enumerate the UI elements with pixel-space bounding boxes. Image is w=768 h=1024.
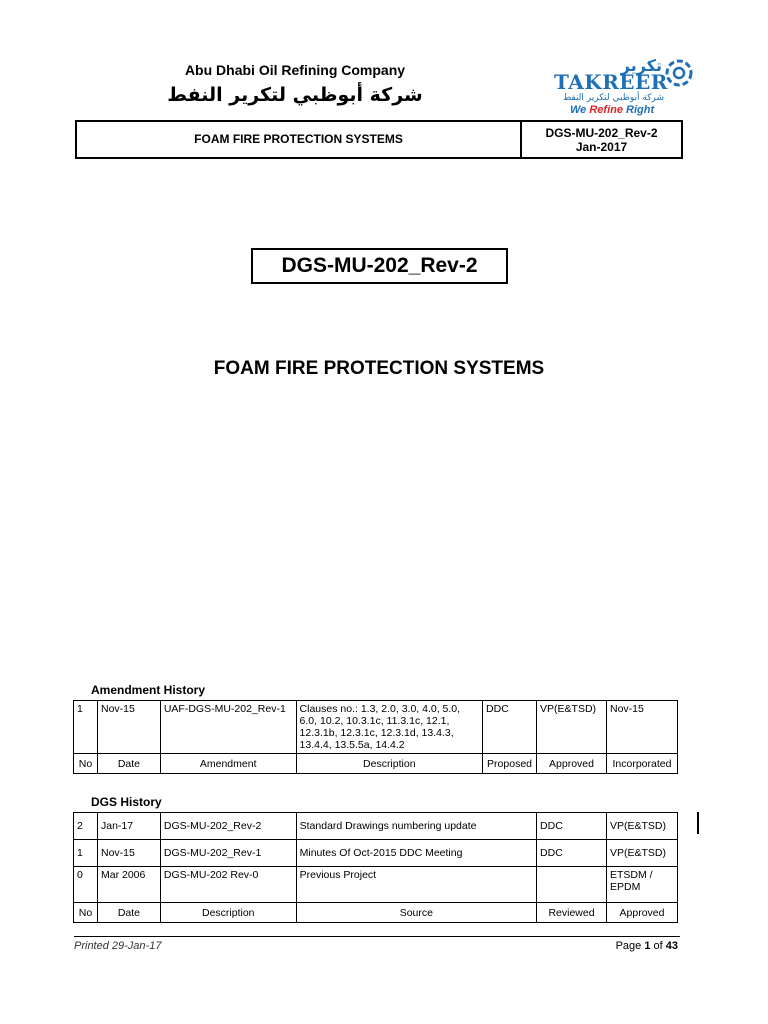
logo-tagline <box>570 104 654 116</box>
document-header-box <box>75 120 683 159</box>
printed-date: Printed 29-Jan-17 <box>74 940 162 952</box>
table-header-row <box>74 903 678 923</box>
page-current: 1 <box>644 940 651 952</box>
logo-wordmark: TAKREER <box>554 70 668 94</box>
cell: Nov-15 <box>606 701 677 754</box>
revision-change-bar <box>697 812 699 834</box>
amendment-history-table <box>73 700 678 774</box>
emblem-icon <box>664 58 694 88</box>
header-doc-code: DGS-MU-202_Rev-2 <box>545 126 658 140</box>
dgs-history-table <box>73 812 678 923</box>
page-title: FOAM FIRE PROTECTION SYSTEMS <box>213 358 545 379</box>
cell: DGS-MU-202_Rev-1 <box>160 840 296 867</box>
logo-arabic-wordmark: تكرير <box>620 56 662 75</box>
cell: 0 <box>74 867 98 903</box>
column-label: Amendment <box>160 754 296 774</box>
header-box-title: FOAM FIRE PROTECTION SYSTEMS <box>194 132 403 146</box>
table-row <box>74 867 678 903</box>
column-label: No <box>74 754 98 774</box>
table-row <box>74 813 678 840</box>
header-box-code <box>522 126 681 154</box>
cell: Nov-15 <box>97 840 160 867</box>
table-row <box>74 701 678 754</box>
logo-arabic-subtitle: شركة أبوظبي لتكرير النفط <box>562 93 664 103</box>
cell: ETSDM / EPDM <box>606 867 677 903</box>
column-label: Description <box>160 903 296 923</box>
cell: DGS-MU-202_Rev-2 <box>160 813 296 840</box>
cell: Jan-17 <box>97 813 160 840</box>
page-label: Page <box>615 940 645 952</box>
cell: DGS-MU-202 Rev-0 <box>160 867 296 903</box>
column-label: Source <box>296 903 536 923</box>
cell: DDC <box>537 813 607 840</box>
header-doc-date: Jan-2017 <box>575 140 628 154</box>
document-id: DGS-MU-202_Rev-2 <box>251 248 508 284</box>
footer-rule <box>74 936 680 937</box>
column-label: Proposed <box>483 754 537 774</box>
cell: VP(E&TSD) <box>606 813 677 840</box>
tagline-right: Right <box>622 104 655 116</box>
column-label: Approved <box>537 754 607 774</box>
page-total: 43 <box>665 940 678 952</box>
company-name-arabic: شركة أبوظبي لتكرير النفط <box>167 84 423 106</box>
column-label: Reviewed <box>537 903 607 923</box>
cell: 1 <box>74 701 98 754</box>
cell: UAF-DGS-MU-202_Rev-1 <box>160 701 296 754</box>
cell: DDC <box>537 840 607 867</box>
company-name-english: Abu Dhabi Oil Refining Company <box>184 62 406 78</box>
column-label: Approved <box>606 903 677 923</box>
dgs-history-heading: DGS History <box>91 795 162 809</box>
cell: DDC <box>483 701 537 754</box>
cell: VP(E&TSD) <box>606 840 677 867</box>
cell: 2 <box>74 813 98 840</box>
cell: Clauses no.: 1.3, 2.0, 3.0, 4.0, 5.0, 6.0, 10.2, 10.3.1c, 11.3.1c, 12.1, 12.3.1b, 12.3.1c, 12.3.1d, 13.4.3, 13.4.4, 13.5.5a, 14.4.2 <box>296 701 482 754</box>
cell: Previous Project <box>296 867 536 903</box>
table-row <box>74 840 678 867</box>
cell: VP(E&TSD) <box>537 701 607 754</box>
column-label: No <box>74 903 98 923</box>
tagline-refine: Refine <box>589 104 623 116</box>
column-label: Date <box>97 754 160 774</box>
cell: Nov-15 <box>97 701 160 754</box>
column-label: Date <box>97 903 160 923</box>
takreer-logo <box>552 56 692 120</box>
cell: Standard Drawings numbering update <box>296 813 536 840</box>
cell: 1 <box>74 840 98 867</box>
cell: Minutes Of Oct-2015 DDC Meeting <box>296 840 536 867</box>
cell: Mar 2006 <box>97 867 160 903</box>
page-of-label: of <box>650 940 666 952</box>
tagline-we: We <box>570 104 590 116</box>
cell <box>537 867 607 903</box>
page-number <box>560 940 678 952</box>
column-label: Description <box>296 754 482 774</box>
table-header-row <box>74 754 678 774</box>
amendment-history-heading: Amendment History <box>91 683 206 697</box>
column-label: Incorporated <box>606 754 677 774</box>
